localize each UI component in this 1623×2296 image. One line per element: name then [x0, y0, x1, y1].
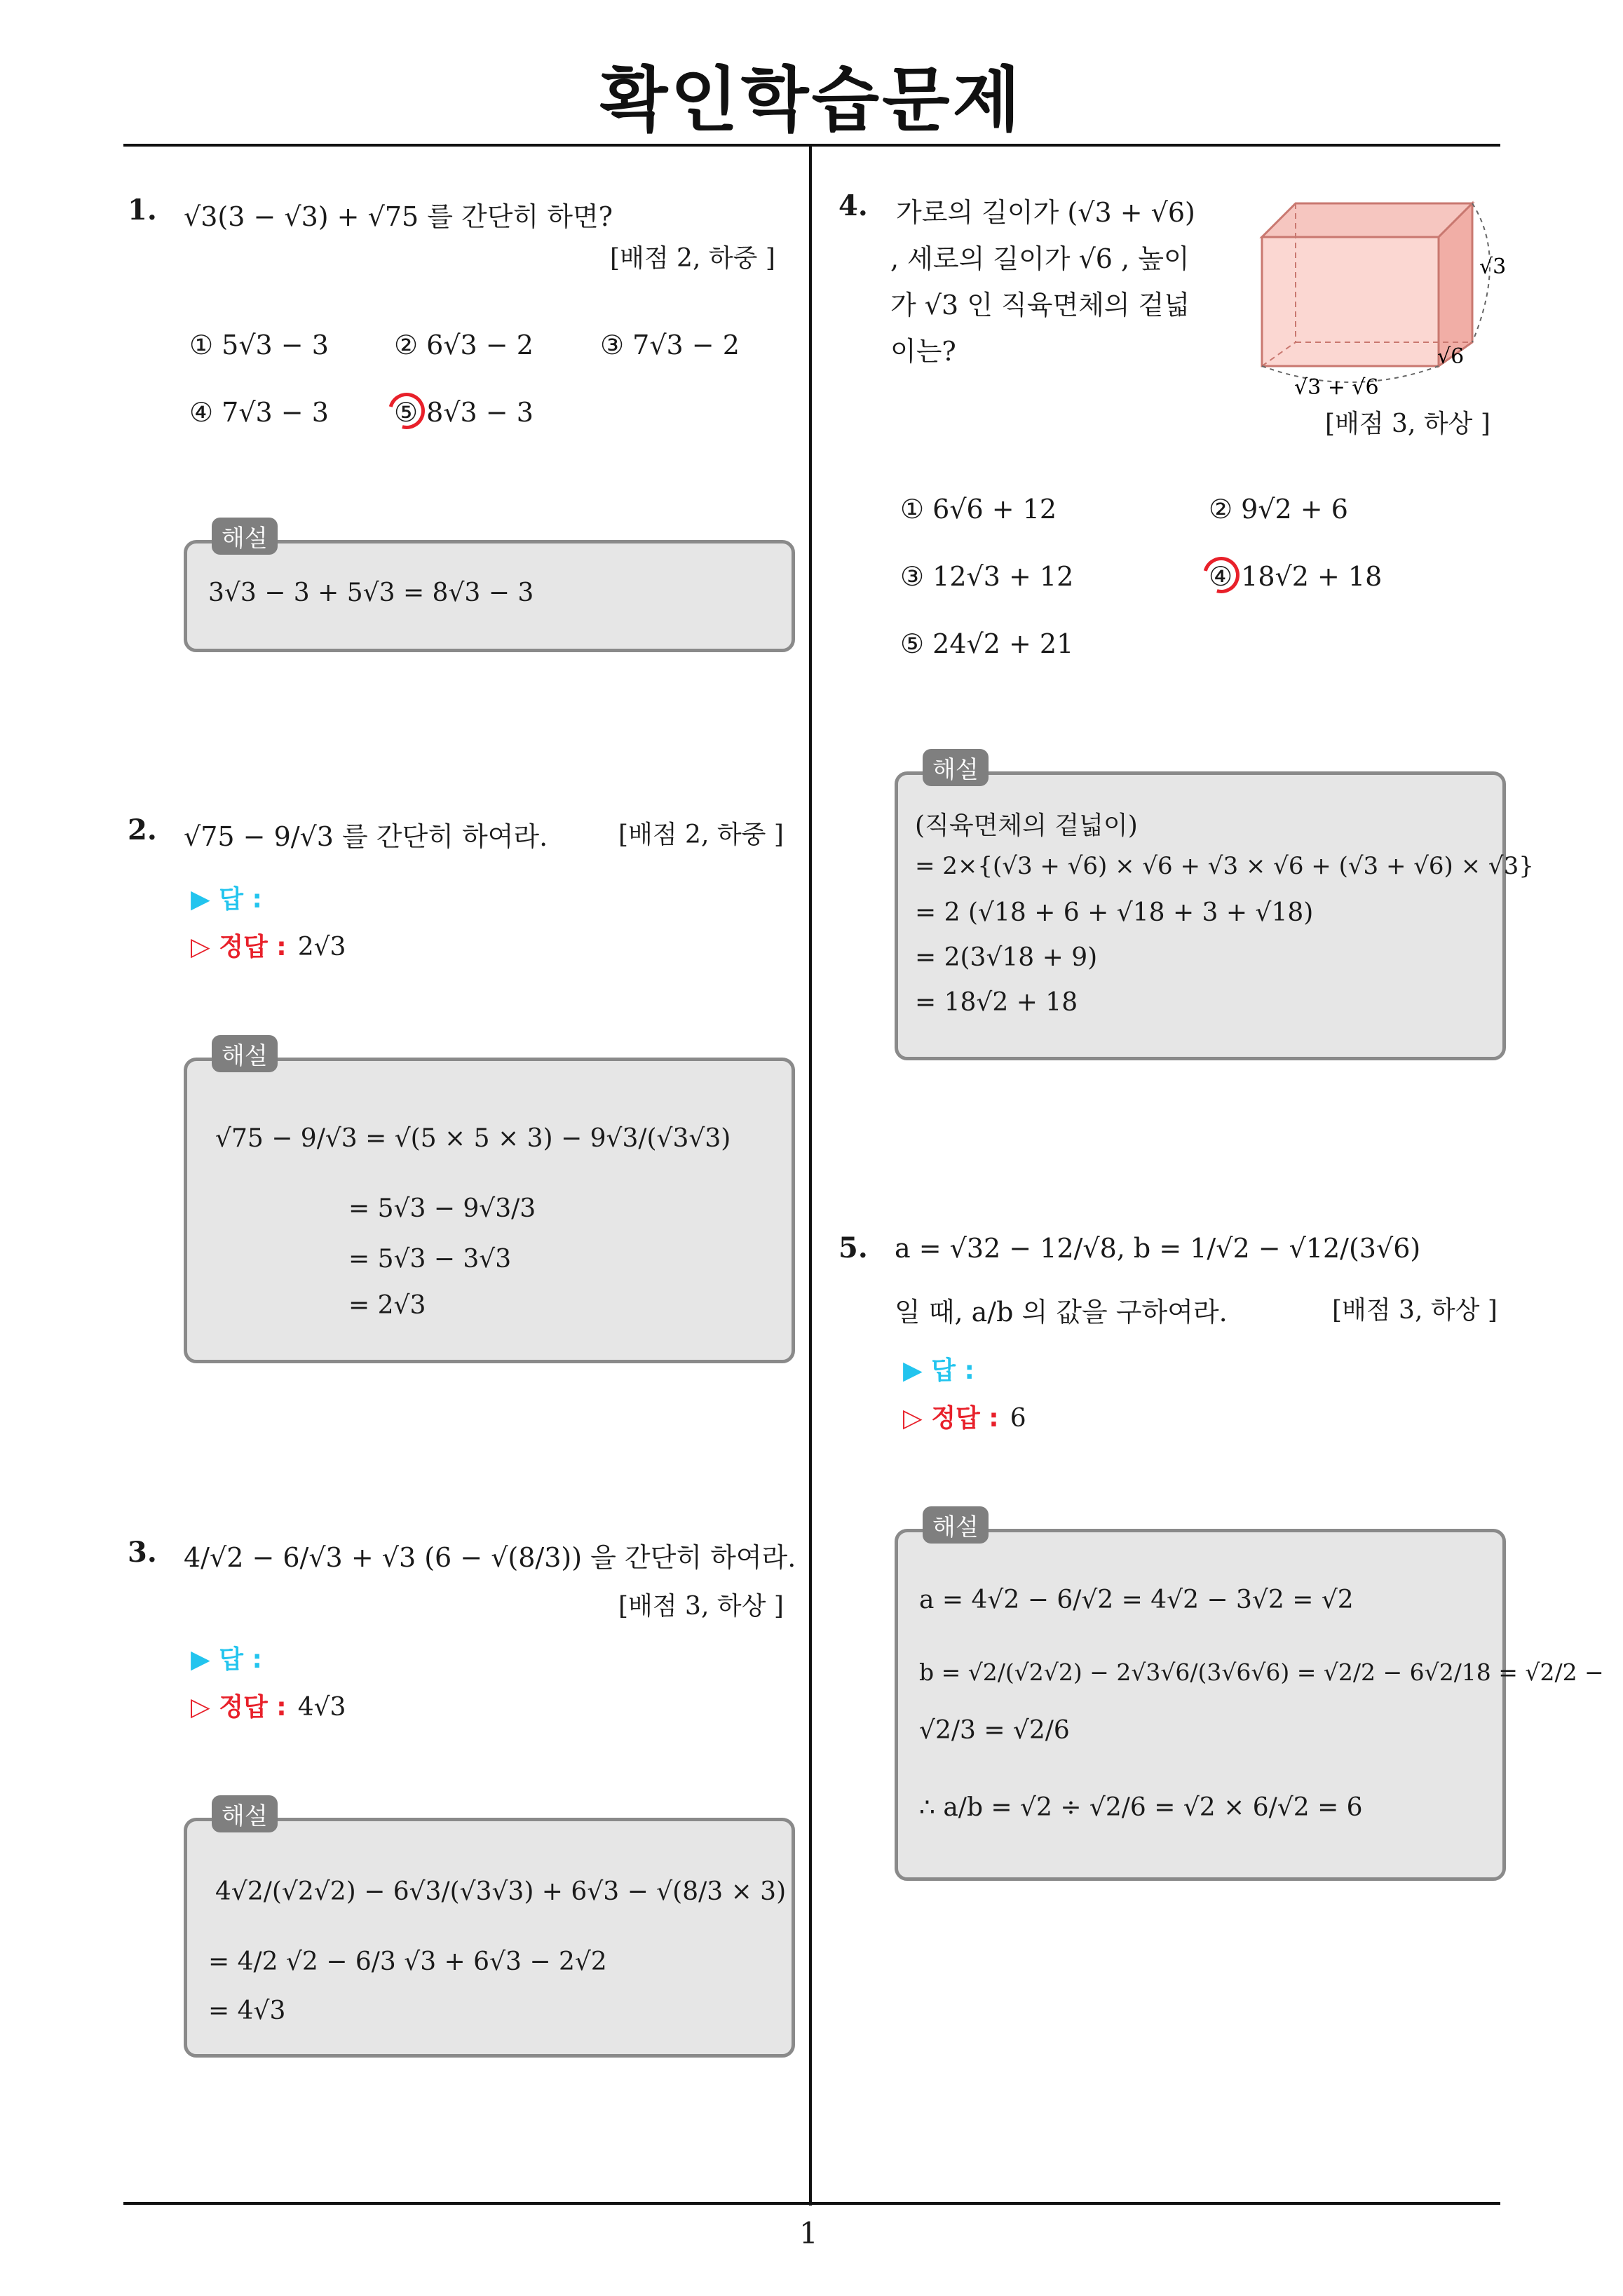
q3-explanation-box [184, 1818, 795, 2058]
q3-explanation-line-2: = 4/2 √2 − 6/3 √3 + 6√3 − 2√2 [208, 1947, 607, 1976]
q4-explanation-tag: 해설 [923, 749, 989, 786]
q5-correct-label: ▷ 정답 : [903, 1404, 999, 1433]
page-number: 1 [799, 2216, 818, 2250]
q3-meta: [배점 3, 하상 ] [618, 1592, 784, 1621]
q5-explanation-box [895, 1529, 1604, 1881]
q2-explanation-line-3: = 5√3 − 3√3 [348, 1245, 512, 1274]
q5-text-2: 일 때, a/b 의 값을 구하여라. [895, 1297, 1228, 1328]
q4-explanation-line-2: = 2×{(√3 + √6) × √6 + √3 × √6 + (√3 + √6) × √3} [915, 852, 1534, 880]
q2-number: 2. [128, 813, 157, 846]
q4-number: 4. [838, 189, 868, 222]
q1-explanation-box [184, 540, 795, 652]
q2-meta: [배점 2, 하중 ] [618, 821, 784, 849]
cuboid-figure [1248, 188, 1514, 412]
q1-answer-mark [381, 386, 431, 435]
q4-answer-mark [1196, 550, 1246, 600]
q5-text: a = √32 − 12/√8, b = 1/√2 − √12/(3√6) [895, 1233, 1421, 1264]
figure-label-height: √3 [1479, 255, 1507, 279]
q5-number: 5. [838, 1231, 868, 1264]
column-divider [809, 144, 812, 2206]
q3-explanation-tag: 해설 [212, 1795, 278, 1832]
q3-correct-label: ▷ 정답 : [191, 1693, 287, 1722]
q4-text-line-3: 가 √3 인 직육면체의 겉넓 [890, 290, 1190, 320]
q5-explanation-line-1: a = 4√2 − 6/√2 = 4√2 − 3√2 = √2 [919, 1586, 1354, 1614]
figure-label-depth: √6 [1437, 344, 1465, 369]
q3-number: 3. [128, 1536, 157, 1569]
q1-choice-3[interactable]: ③ 7√3 − 2 [600, 330, 740, 360]
figure-label-width: √3 + √6 [1294, 375, 1379, 400]
q5-explanation-tag: 해설 [923, 1506, 989, 1544]
q3-correct-row [191, 1687, 346, 1723]
q2-answer-label: ▶ 답 : [191, 885, 262, 914]
q1-choice-2[interactable]: ② 6√3 − 2 [394, 330, 534, 360]
q4-explanation-line-3: = 2 (√18 + 6 + √18 + 3 + √18) [915, 898, 1314, 927]
q4-explanation-line-4: = 2(3√18 + 9) [915, 943, 1098, 972]
footer-rule [123, 2202, 1500, 2205]
q4-text-line-1: 가로의 길이가 (√3 + √6) [896, 197, 1195, 228]
q1-explanation-line: 3√3 − 3 + 5√3 = 8√3 − 3 [208, 579, 534, 607]
q1-choice-5[interactable]: ⑤ 8√3 − 3 [394, 397, 534, 428]
q4-choice-3[interactable]: ③ 12√3 + 12 [900, 561, 1074, 592]
q2-correct-label: ▷ 정답 : [191, 933, 287, 961]
q4-choice-1[interactable]: ① 6√6 + 12 [900, 494, 1057, 525]
q2-explanation-line-1: √75 − 9/√3 = √(5 × 5 × 3) − 9√3/(√3√3) [215, 1124, 731, 1153]
q5-meta: [배점 3, 하상 ] [1332, 1296, 1498, 1325]
q1-choice-4[interactable]: ④ 7√3 − 3 [189, 397, 329, 428]
q2-explanation-tag: 해설 [212, 1035, 278, 1072]
header-rule [123, 144, 1500, 147]
q4-choice-5[interactable]: ⑤ 24√2 + 21 [900, 628, 1074, 659]
q1-number: 1. [128, 194, 157, 227]
q5-correct-value: 6 [1010, 1404, 1026, 1433]
q2-text: √75 − 9/√3 를 간단히 하여라. [184, 821, 548, 852]
q3-correct-value: 4√3 [297, 1693, 346, 1722]
q5-correct-row [903, 1398, 1026, 1434]
q3-explanation-line-3: = 4√3 [208, 1997, 286, 2025]
q2-explanation-line-2: = 5√3 − 9√3/3 [348, 1194, 536, 1223]
q4-text-line-2: , 세로의 길이가 √6 , 높이 [890, 243, 1190, 274]
q4-meta: [배점 3, 하상 ] [1325, 410, 1490, 438]
q3-text: 4/√2 − 6/√3 + √3 (6 − √(8/3)) 을 간단히 하여라. [184, 1542, 796, 1573]
q4-explanation-box [895, 771, 1534, 1060]
q3-explanation-line-1: 4√2/(√2√2) − 6√3/(√3√3) + 6√3 − √(8/3 × 3) [215, 1877, 787, 1906]
q4-choice-2[interactable]: ② 9√2 + 6 [1209, 494, 1348, 525]
q1-meta: [배점 2, 하중 ] [610, 244, 775, 273]
q5-explanation-line-4: ∴ a/b = √2 ÷ √2/6 = √2 × 6/√2 = 6 [919, 1793, 1363, 1822]
q2-explanation-box [184, 1058, 795, 1363]
q4-explanation-line-5: = 18√2 + 18 [915, 988, 1078, 1017]
q2-correct-row [191, 927, 346, 963]
q1-explanation-tag: 해설 [212, 518, 278, 555]
q5-answer-label: ▶ 답 : [903, 1356, 975, 1385]
q2-correct-value: 2√3 [297, 933, 346, 961]
q4-explanation-line-1: (직육면체의 겉넓이) [915, 811, 1138, 840]
q2-explanation-line-4: = 2√3 [348, 1291, 426, 1320]
q3-answer-label: ▶ 답 : [191, 1645, 262, 1674]
q1-text: √3(3 − √3) + √75 를 간단히 하면? [184, 201, 613, 232]
q5-explanation-line-3: √2/3 = √2/6 [919, 1716, 1070, 1745]
q5-explanation-line-2: b = √2/(√2√2) − 2√3√6/(3√6√6) = √2/2 − 6√2/18 = √2/2 − [919, 1659, 1604, 1686]
q4-choice-4[interactable]: ④ 18√2 + 18 [1209, 561, 1383, 592]
q4-text-line-4: 이는? [890, 336, 956, 367]
page-title: 확인학습문제 [599, 59, 1024, 141]
q1-choice-1[interactable]: ① 5√3 − 3 [189, 330, 329, 360]
